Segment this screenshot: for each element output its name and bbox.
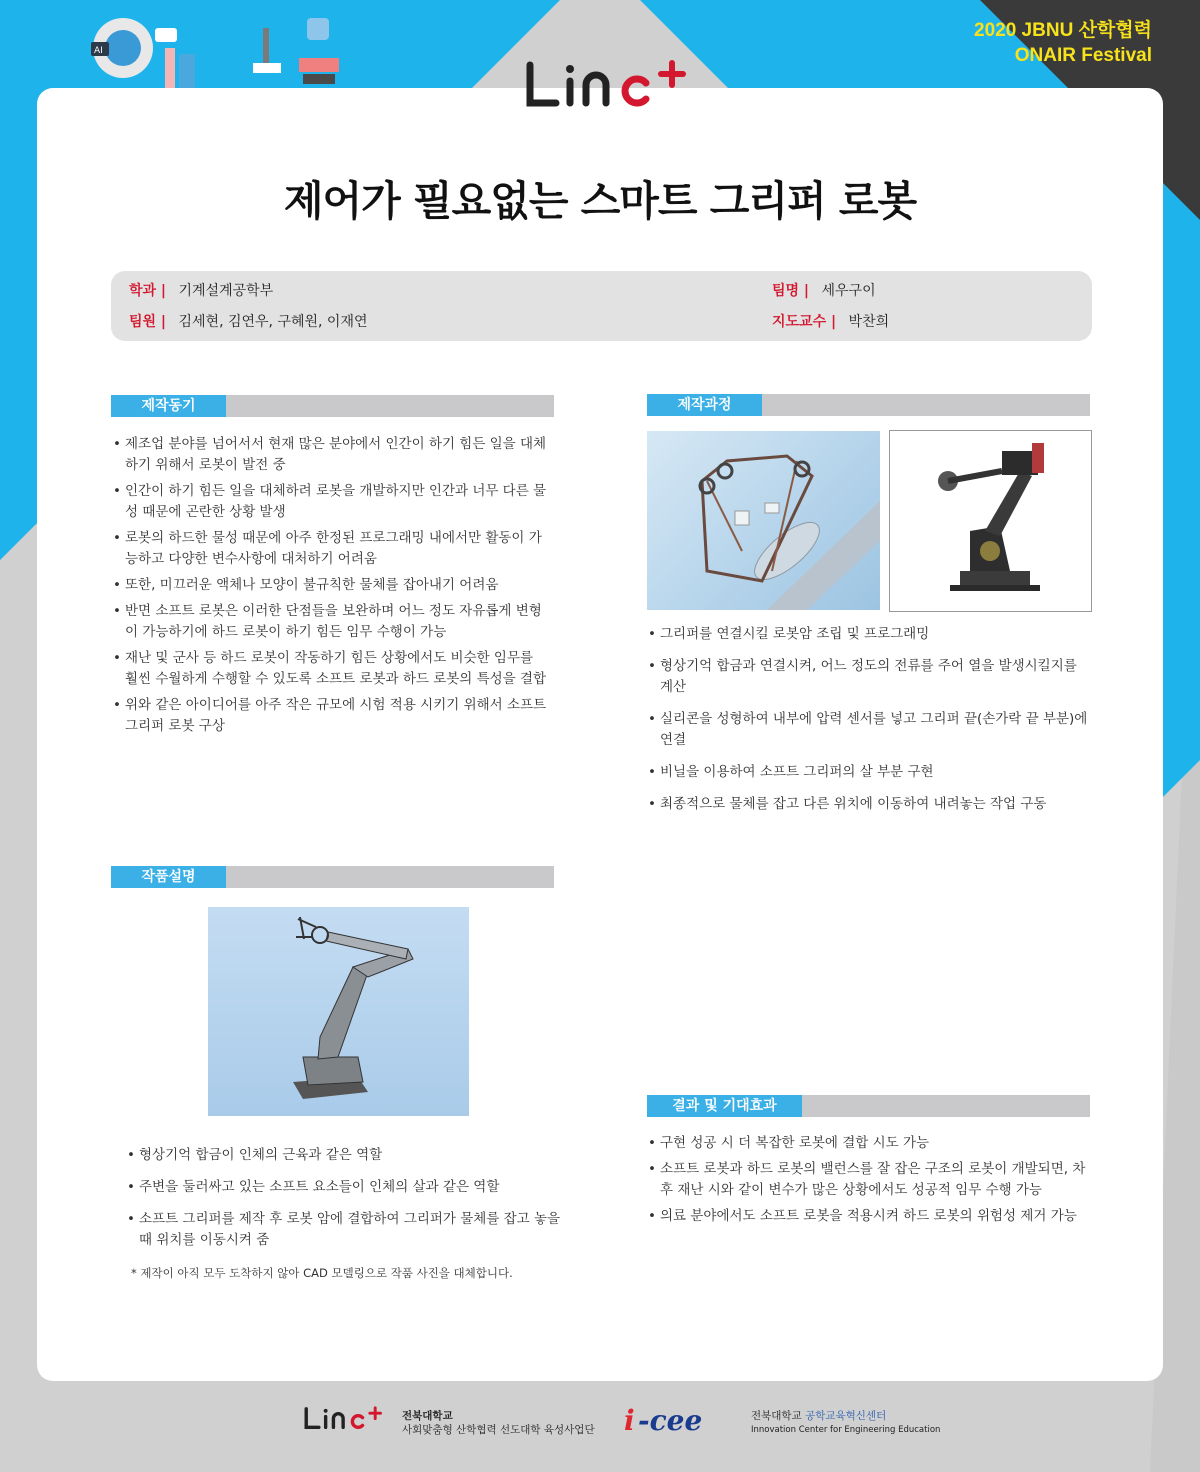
motivation-list-item: • 또한, 미끄러운 액체나 모양이 불규칙한 물체를 잡아내기 어려움	[113, 575, 550, 596]
team-value: 세우구이	[821, 283, 876, 299]
icee-logo	[622, 1404, 747, 1438]
team-label: 팀명 |	[772, 283, 810, 299]
results-header	[647, 1095, 1090, 1117]
cad-note: * 제작이 아직 모두 도착하지 않아 CAD 모델링으로 작품 사진을 대체합니다.	[131, 1266, 513, 1280]
description-list-item: • 주변을 둘러싸고 있는 소프트 요소들이 인체의 살과 같은 역할	[127, 1177, 562, 1198]
process-title: 제작과정	[647, 394, 762, 416]
poster-title: 제어가 필요없는 스마트 그리퍼 로봇	[283, 177, 917, 225]
advisor-label: 지도교수 |	[772, 314, 837, 330]
advisor-value: 박찬희	[848, 314, 890, 330]
process-list-item: • 비닐을 이용하여 소프트 그리퍼의 살 부분 구현	[648, 762, 1093, 783]
results-list-item: • 소프트 로봇과 하드 로봇의 밸런스를 잘 잡은 구조의 로봇이 개발되면, 차후 재난 시와 같이 변수가 많은 상황에서도 성공적 임무 수행 가능	[648, 1159, 1093, 1201]
footer-icee-univ: 전북대학교	[751, 1410, 802, 1422]
robot-illustration-icon	[85, 8, 355, 94]
process-list-item: • 형상기억 합금과 연결시켜, 어느 정도의 전류를 주어 열을 발생시킬지를 계산	[648, 656, 1093, 698]
advisor-row	[772, 311, 889, 331]
svg-text:i: i	[624, 1404, 635, 1437]
results-title: 결과 및 기대효과	[647, 1095, 802, 1117]
dept-row	[129, 280, 273, 300]
gripper-prototype-photo	[647, 431, 880, 610]
results-list-item: • 구현 성공 시 더 복잡한 로봇에 결합 시도 가능	[648, 1133, 1093, 1154]
footer-icee-en: Innovation Center for Engineering Education	[751, 1425, 941, 1435]
description-list-item: • 소프트 그리퍼를 제작 후 로봇 암에 결합하여 그리퍼가 물체를 잡고 놓을 때 위치를 이동시켜 줌	[127, 1209, 562, 1251]
members-label: 팀원 |	[129, 314, 167, 330]
motivation-list-item: • 재난 및 군사 등 하드 로봇이 작동하기 힘든 상황에서도 비슷한 임무를 훨씬 수월하게 수행할 수 있도록 소프트 로봇과 하드 로봇의 특성을 결합	[113, 648, 550, 690]
description-title: 작품설명	[111, 866, 226, 888]
footer-univ: 전북대학교	[402, 1410, 453, 1422]
footer-icee-center: 공학교육혁신센터	[805, 1410, 887, 1422]
process-list-item: • 그리퍼를 연결시킬 로봇암 조립 및 프로그래밍	[648, 624, 1093, 645]
members-row	[129, 311, 368, 331]
motivation-list-item: • 반면 소프트 로봇은 이러한 단점들을 보완하며 어느 정도 자유롭게 변형이 가능하기에 하드 로봇이 하기 힘든 임무 수행이 가능	[113, 601, 550, 643]
robot-arm-photo	[889, 430, 1092, 612]
footer-linc-org: 사회맞춤형 산학협력 선도대학 육성사업단	[402, 1424, 595, 1436]
motivation-list-item: • 로봇의 하드한 물성 때문에 아주 한정된 프로그래밍 내에서만 활동이 가능하고 다양한 변수사항에 대처하기 어려움	[113, 528, 550, 570]
members-value: 김세현, 김연우, 구혜원, 이재연	[178, 314, 368, 330]
linc-plus-logo	[520, 55, 710, 125]
festival-line2: ONAIR Festival	[1014, 45, 1152, 66]
process-list-item: • 실리콘을 성형하여 내부에 압력 센서를 넣고 그리퍼 끝(손가락 끝 부분)에 연결	[648, 709, 1093, 751]
team-info-box	[111, 271, 1092, 341]
festival-title	[974, 18, 1152, 68]
process-list-item: • 최종적으로 물체를 잡고 다른 위치에 이동하여 내려놓는 작업 구동	[648, 794, 1093, 815]
cad-model-image	[208, 907, 469, 1116]
process-header	[647, 394, 1090, 416]
ai-label: AI	[94, 46, 103, 56]
motivation-list-item: • 인간이 하기 힘든 일을 대체하려 로봇을 개발하지만 인간과 너무 다른 물성 때문에 곤란한 상황 발생	[113, 481, 550, 523]
team-row	[772, 280, 876, 300]
description-header	[111, 866, 554, 888]
svg-text:-cee: -cee	[638, 1404, 703, 1437]
motivation-title: 제작동기	[111, 395, 226, 417]
process-list	[648, 624, 1093, 826]
description-list	[127, 1145, 562, 1262]
motivation-list	[113, 434, 550, 742]
motivation-list-item: • 위와 같은 아이디어를 아주 작은 규모에 시험 적용 시키기 위해서 소프트 그리퍼 로봇 구상	[113, 695, 550, 737]
motivation-header	[111, 395, 554, 417]
dept-label: 학과 |	[129, 283, 167, 299]
dept-value: 기계설계공학부	[178, 283, 274, 299]
results-list	[648, 1133, 1093, 1232]
festival-line1: 2020 JBNU 산학협력	[974, 20, 1152, 41]
footer-linc-text	[402, 1409, 595, 1437]
footer-linc-logo	[300, 1404, 395, 1438]
results-list-item: • 의료 분야에서도 소프트 로봇을 적용시켜 하드 로봇의 위험성 제거 가능	[648, 1206, 1093, 1227]
footer-icee-text	[751, 1409, 940, 1437]
description-list-item: • 형상기억 합금이 인체의 근육과 같은 역할	[127, 1145, 562, 1166]
motivation-list-item: • 제조업 분야를 넘어서서 현재 많은 분야에서 인간이 하기 힘든 일을 대체하기 위해서 로봇이 발전 중	[113, 434, 550, 476]
